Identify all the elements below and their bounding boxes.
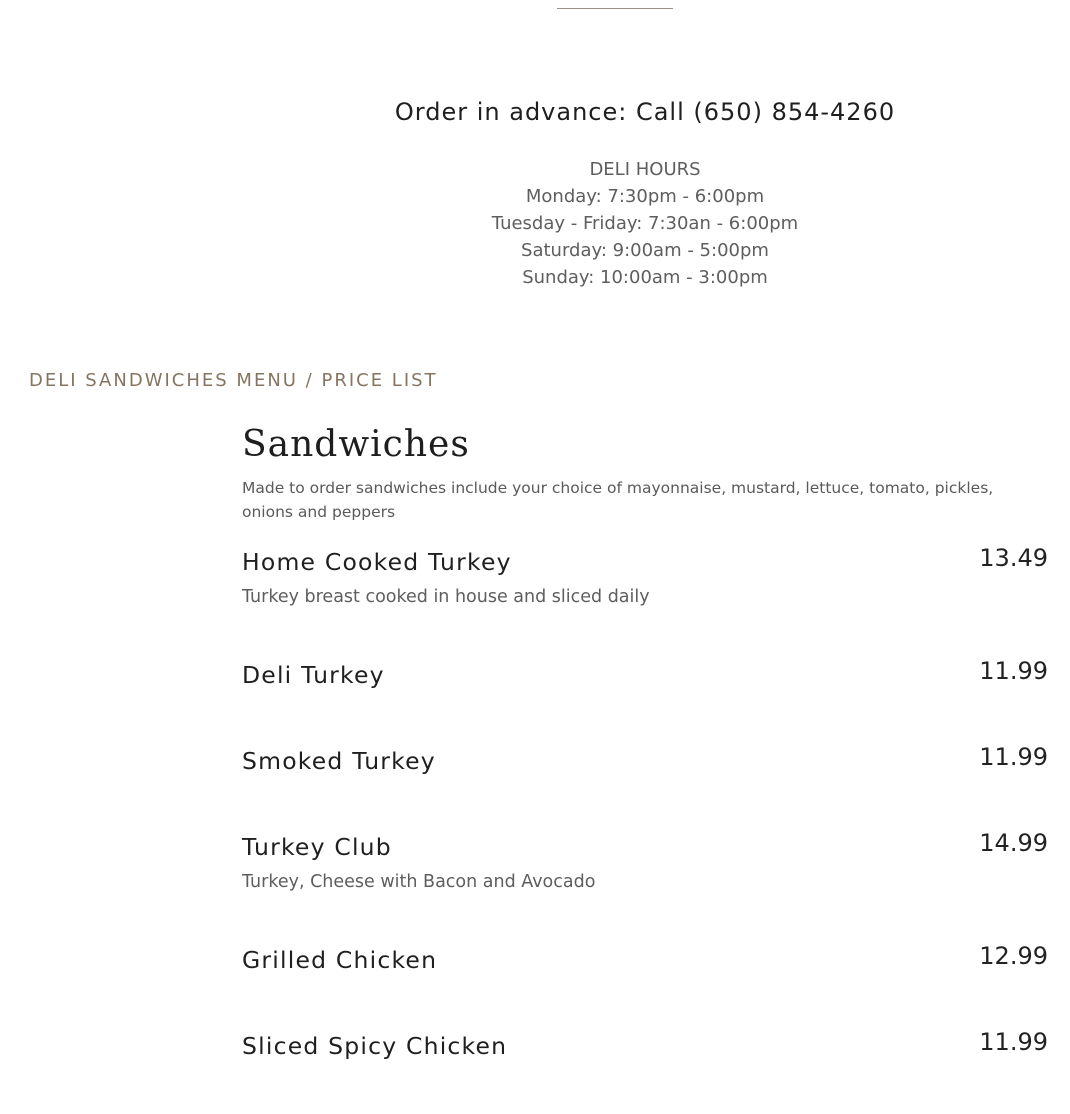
menu-item-name: Smoked Turkey bbox=[242, 747, 436, 775]
menu-item-price: 14.99 bbox=[979, 829, 1048, 857]
menu-item-name: Grilled Chicken bbox=[242, 946, 438, 974]
hours-line-tue-fri: Tuesday - Friday: 7:30an - 6:00pm bbox=[491, 213, 799, 234]
menu-item bbox=[242, 1024, 1048, 1084]
category-title: Sandwiches bbox=[242, 424, 470, 465]
menu-item-price: 13.49 bbox=[979, 544, 1048, 572]
hours-heading: DELI HOURS bbox=[589, 159, 701, 180]
order-call-heading: Order in advance: Call (650) 854-4260 bbox=[394, 98, 896, 126]
menu-item-price: 11.99 bbox=[979, 657, 1048, 685]
menu-item-name: Home Cooked Turkey bbox=[242, 548, 512, 576]
menu-item bbox=[242, 739, 1048, 825]
menu-item bbox=[242, 938, 1048, 1024]
category-description: Made to order sandwiches include your choice of mayonnaise, mustard, lettuce, tomato, pickles, onions and peppers bbox=[242, 479, 994, 521]
menu-item-name: Deli Turkey bbox=[242, 661, 385, 689]
menu-item-description: Turkey, Cheese with Bacon and Avocado bbox=[242, 872, 596, 892]
menu-item bbox=[242, 825, 1048, 938]
hours-line-saturday: Saturday: 9:00am - 5:00pm bbox=[521, 240, 769, 261]
hours-line-monday: Monday: 7:30pm - 6:00pm bbox=[525, 186, 765, 207]
menu-item-name: Turkey Club bbox=[242, 833, 392, 861]
menu-item-list bbox=[242, 540, 1048, 1084]
menu-item-description: Turkey breast cooked in house and sliced daily bbox=[242, 587, 650, 607]
top-divider bbox=[557, 8, 673, 9]
menu-item-price: 11.99 bbox=[979, 743, 1048, 771]
menu-item bbox=[242, 540, 1048, 653]
menu-item-price: 12.99 bbox=[979, 942, 1048, 970]
menu-item bbox=[242, 653, 1048, 739]
deli-hours bbox=[492, 156, 798, 291]
menu-item-price: 11.99 bbox=[979, 1028, 1048, 1056]
menu-section-label: DELI SANDWICHES MENU / PRICE LIST bbox=[29, 370, 438, 391]
hours-line-sunday: Sunday: 10:00am - 3:00pm bbox=[522, 267, 768, 288]
menu-item-name: Sliced Spicy Chicken bbox=[242, 1032, 508, 1060]
